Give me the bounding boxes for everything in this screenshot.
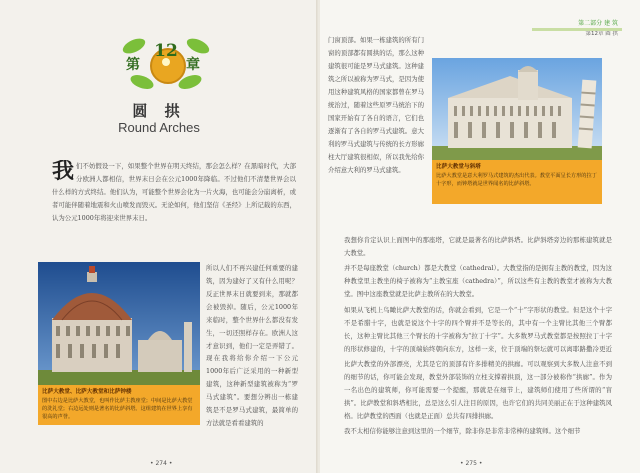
chapter-title-en: Round Arches	[118, 120, 200, 135]
cathedral-photo	[432, 58, 602, 160]
right-paragraph-1-text: 我想你肯定认识上面图中的那座塔，它就是最著名的比萨斜塔。比萨斜塔旁边的那栋建筑就是大教堂。	[344, 236, 612, 257]
left-paragraph-3	[206, 352, 298, 446]
chapter-emblem	[120, 36, 212, 96]
left-caption-text: 图中右边是比萨大教堂，也叫作比萨主教座堂；中间是比萨大教堂的洗礼堂；右边远处则是著名的比萨斜塔。这组建筑在世界上享有很高的声誉。	[42, 398, 193, 420]
running-head-part: 第二部分 建 筑	[578, 20, 618, 27]
right-column-text	[328, 34, 424, 230]
right-page-number-text: 275	[465, 460, 477, 467]
right-page-number: • 275 •	[460, 460, 483, 467]
right-paragraph-3	[344, 304, 612, 356]
right-paragraph-3-text: 如果从飞机上鸟瞰比萨大教堂的话，你就会看到，它是一个“十”字形状的教堂。但是这个十字不是希腊十字，也就是说这个十字的四个臂并不是等长的，其中有一个主臂比其他三个臂都长，这种主臂比其他三个臂长的十字被称为“拉丁十字”。大多数罗马式教堂都是按照拉丁十字的形状修建的，十字的顶端始终朝向东方，这样一来，位于顶端的祭坛就可以离耶路撒冷更近	[344, 306, 612, 353]
right-paragraph-2-text: 并不是每座教堂（church）都是大教堂（cathedral）。大教堂指的是拥有主教的教堂，因为这种教堂里主教坐的椅子被称为“主教宝座（cathedra）”，所以这些有主教的教堂才被称为大教堂。图中这座教堂就是比萨主教所在的大教堂。	[344, 264, 612, 298]
drop-cap: 我	[52, 160, 75, 184]
right-column-paragraph: 门窗顶部。如果一栋建筑的所有门窗的顶部都有圆拱的话，那么这种建筑很可能是罗马式建筑。这种建筑之所以被称为罗马式，是因为使用这种建筑风格的国家都曾在罗马统治过，随着这些原罗马统治下的国家开始有了各自的语言，它们也逐渐有了各自的罗马式建筑。意大利的罗马式建筑与传统的长方形廊柱大厅建筑很相似，所以我先给你介绍意大利的罗马式建筑。	[328, 36, 424, 174]
left-paragraph-2-lead	[38, 240, 296, 254]
right-paragraph-4-text: 比萨大教堂的外部漂亮，尤其是它的顶部有许多排精美的拱廊。可以观察到大多数人注意不到的细节的话，你可能会发现，教堂外部装饰的立柱支撑着拱顶，这一部分被称作“拱廊”。作为一名出色的建筑师，你可能需要一个提醒，那就是在细节上，建筑师们使用了些所谓的“盲拱”。比萨教堂和斜塔相比，总是这么引人注目的原因，也许它们的共同美丽正在于这种建筑风格。比萨教堂的西面（也就是正面）总共有四排拱廊。	[344, 360, 612, 420]
baptistery-photo	[38, 262, 200, 385]
chapter-suffix: 章	[186, 57, 200, 73]
left-paragraph-2-text: 所以人们不再兴建任何重要的建筑，因为建好了又有什么用呢？反正世界末日就要到来，那就都会被毁掉。随后，公元1000年来临时，整个世界什么都没有发生，一切还照样存在。欧洲人这才意识到，他们一定是弄错了。	[206, 264, 298, 350]
right-paragraph-1	[344, 234, 612, 260]
right-photo-caption	[432, 160, 602, 204]
left-page-number: • 274 •	[150, 460, 173, 467]
right-caption-title: 比萨大教堂与斜塔	[436, 164, 481, 170]
leaf-icon	[129, 72, 156, 91]
running-head-bar	[532, 28, 622, 31]
running-head-chapter: 第12章 圆 拱	[585, 31, 618, 37]
left-photo-caption	[38, 385, 200, 425]
right-page	[320, 0, 640, 473]
left-paragraph-1: 们不妨假设一下，如果整个世界在明天终结，那会怎么样？在黑暗时代，大部分欧洲人都相信，世界末日会在公元1000年降临。不过他们不清楚世界会以什么样的方式终结。他们认为，可能整个世界会化为一片火海，也可能会分崩离析，或者可能伴随着地震和火山喷发而毁灭。无论如何，他们坚信《圣经》上所记载的东西，认为公元1000年将迎来世界末日。	[52, 162, 296, 222]
left-caption-title: 比萨大教堂、比萨大教堂和比萨钟楼	[42, 389, 132, 395]
chapter-prefix: 第	[126, 57, 140, 73]
right-paragraph-2	[344, 262, 612, 301]
right-caption-text: 比萨大教堂是意大利罗马式建筑的杰出代表。教堂平面呈长方形的拉丁十字形，而钟塔就是世界闻名的比萨斜塔。	[436, 173, 597, 187]
left-intro-paragraph	[52, 160, 296, 226]
right-paragraph-4	[344, 358, 612, 423]
chapter-number: 12	[154, 41, 178, 61]
chapter-title-cn: 圆 拱	[132, 102, 186, 120]
left-paragraph-3-text: 现在我将给你介绍一下公元1000年后广泛采用的一种新型建筑，这种新型建筑被称为“罗马式建筑”。要想分辨出一栋建筑是不是罗马式建筑，最简单的方法就是看看建筑的	[206, 354, 298, 427]
left-paragraph-2	[206, 262, 298, 350]
left-page-number-text: 274	[155, 460, 167, 467]
right-paragraph-5-text: 我不太相信你能够注意到这里的一个细节，除非你是非常非常棒的建筑师。这个细节	[344, 427, 581, 435]
left-page	[0, 0, 318, 473]
right-paragraph-5	[344, 425, 612, 451]
